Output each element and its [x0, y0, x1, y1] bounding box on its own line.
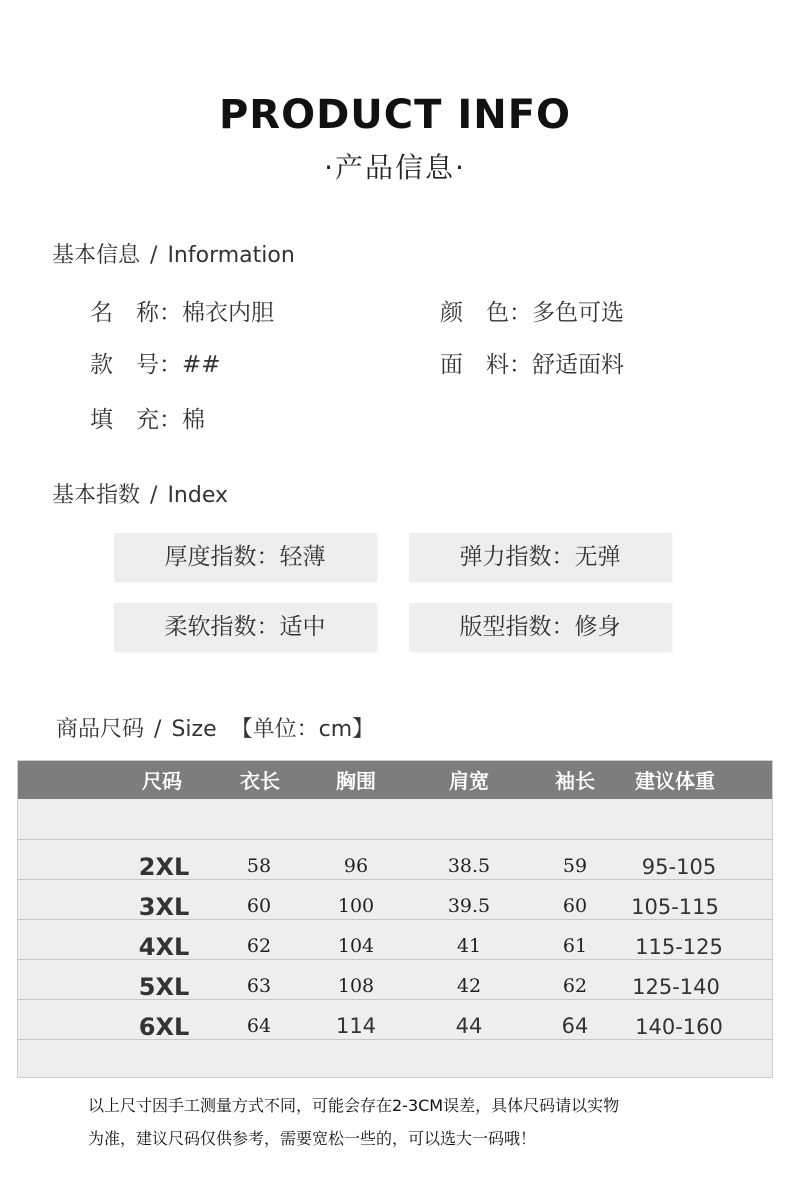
table-cell: 5XL: [138, 973, 190, 1001]
table-cell: 58: [246, 855, 272, 877]
col-length: 衣长: [240, 769, 280, 793]
size-separator: /: [154, 717, 162, 742]
basic-info-label-zh: 基本信息: [52, 243, 141, 268]
index-fit: 版型指数：修身: [409, 603, 671, 651]
info-fabric: 面 料：舒适面料: [440, 352, 624, 378]
info-name: 名 称：棉衣内胆: [90, 300, 274, 326]
col-shoulder: 肩宽: [449, 769, 489, 793]
table-cell: 59: [562, 855, 588, 877]
table-cell: 60: [246, 895, 272, 917]
index-softness: 柔软指数：适中: [114, 603, 376, 651]
table-cell: 115-125: [635, 935, 723, 959]
table-cell: 6XL: [138, 1013, 190, 1041]
table-cell: 41: [456, 935, 482, 957]
table-cell: 64: [561, 1014, 589, 1038]
footnote-line-1: 以上尺寸因手工测量方式不同，可能会存在2-3CM误差，具体尺码请以实物: [88, 1096, 620, 1115]
footnote-line-2: 为准，建议尺码仅供参考，需要宽松一些的，可以选大一码哦！: [88, 1129, 537, 1148]
basic-info-label-en: Information: [167, 243, 295, 268]
table-cell: 64: [246, 1015, 272, 1037]
basic-info-heading: [52, 238, 295, 269]
table-cell: 63: [246, 975, 272, 997]
index-separator: /: [150, 483, 158, 508]
size-table: [17, 760, 773, 1078]
index-thickness: 厚度指数：轻薄: [114, 533, 376, 581]
size-unit: 【单位：cm】: [230, 717, 375, 742]
table-cell: 62: [246, 935, 272, 957]
page-title: PRODUCT INFO: [218, 92, 572, 138]
table-cell: 62: [562, 975, 588, 997]
info-color: 颜 色：多色可选: [440, 300, 624, 326]
table-cell: 4XL: [138, 933, 190, 961]
table-cell: 125-140: [632, 975, 720, 999]
info-style-number: 款 号：##: [90, 352, 221, 378]
info-filling: 填 充：棉: [90, 407, 205, 433]
col-sleeve: 袖长: [555, 769, 595, 793]
table-cell: 61: [562, 935, 588, 957]
table-cell: 108: [337, 975, 375, 997]
table-cell: 3XL: [138, 893, 190, 921]
table-cell: 140-160: [635, 1015, 723, 1039]
page-subtitle: ·产品信息·: [324, 151, 466, 184]
table-cell: 38.5: [447, 855, 491, 877]
table-cell: 96: [343, 855, 369, 877]
table-cell: 105-115: [631, 895, 719, 919]
table-cell: 42: [456, 975, 482, 997]
table-cell: 44: [455, 1014, 483, 1038]
index-heading: [52, 478, 228, 509]
index-elasticity: 弹力指数：无弹: [409, 533, 671, 581]
table-cell: 95-105: [641, 855, 717, 879]
size-label-zh: 商品尺码: [56, 717, 145, 742]
table-cell: 60: [562, 895, 588, 917]
table-cell: 2XL: [138, 853, 190, 881]
index-label-en: Index: [167, 483, 229, 508]
row-divider: [18, 839, 772, 840]
size-label-en: Size: [171, 717, 217, 742]
table-cell: 39.5: [447, 895, 491, 917]
table-cell: 100: [337, 895, 375, 917]
size-table-header: [18, 761, 772, 799]
col-chest: 胸围: [336, 769, 376, 793]
basic-info-separator: /: [150, 243, 158, 268]
col-weight: 建议体重: [635, 769, 715, 793]
table-cell: 114: [335, 1014, 377, 1038]
index-label-zh: 基本指数: [52, 483, 141, 508]
table-cell: 104: [337, 935, 375, 957]
col-size: 尺码: [142, 769, 182, 793]
size-heading: [56, 712, 374, 743]
